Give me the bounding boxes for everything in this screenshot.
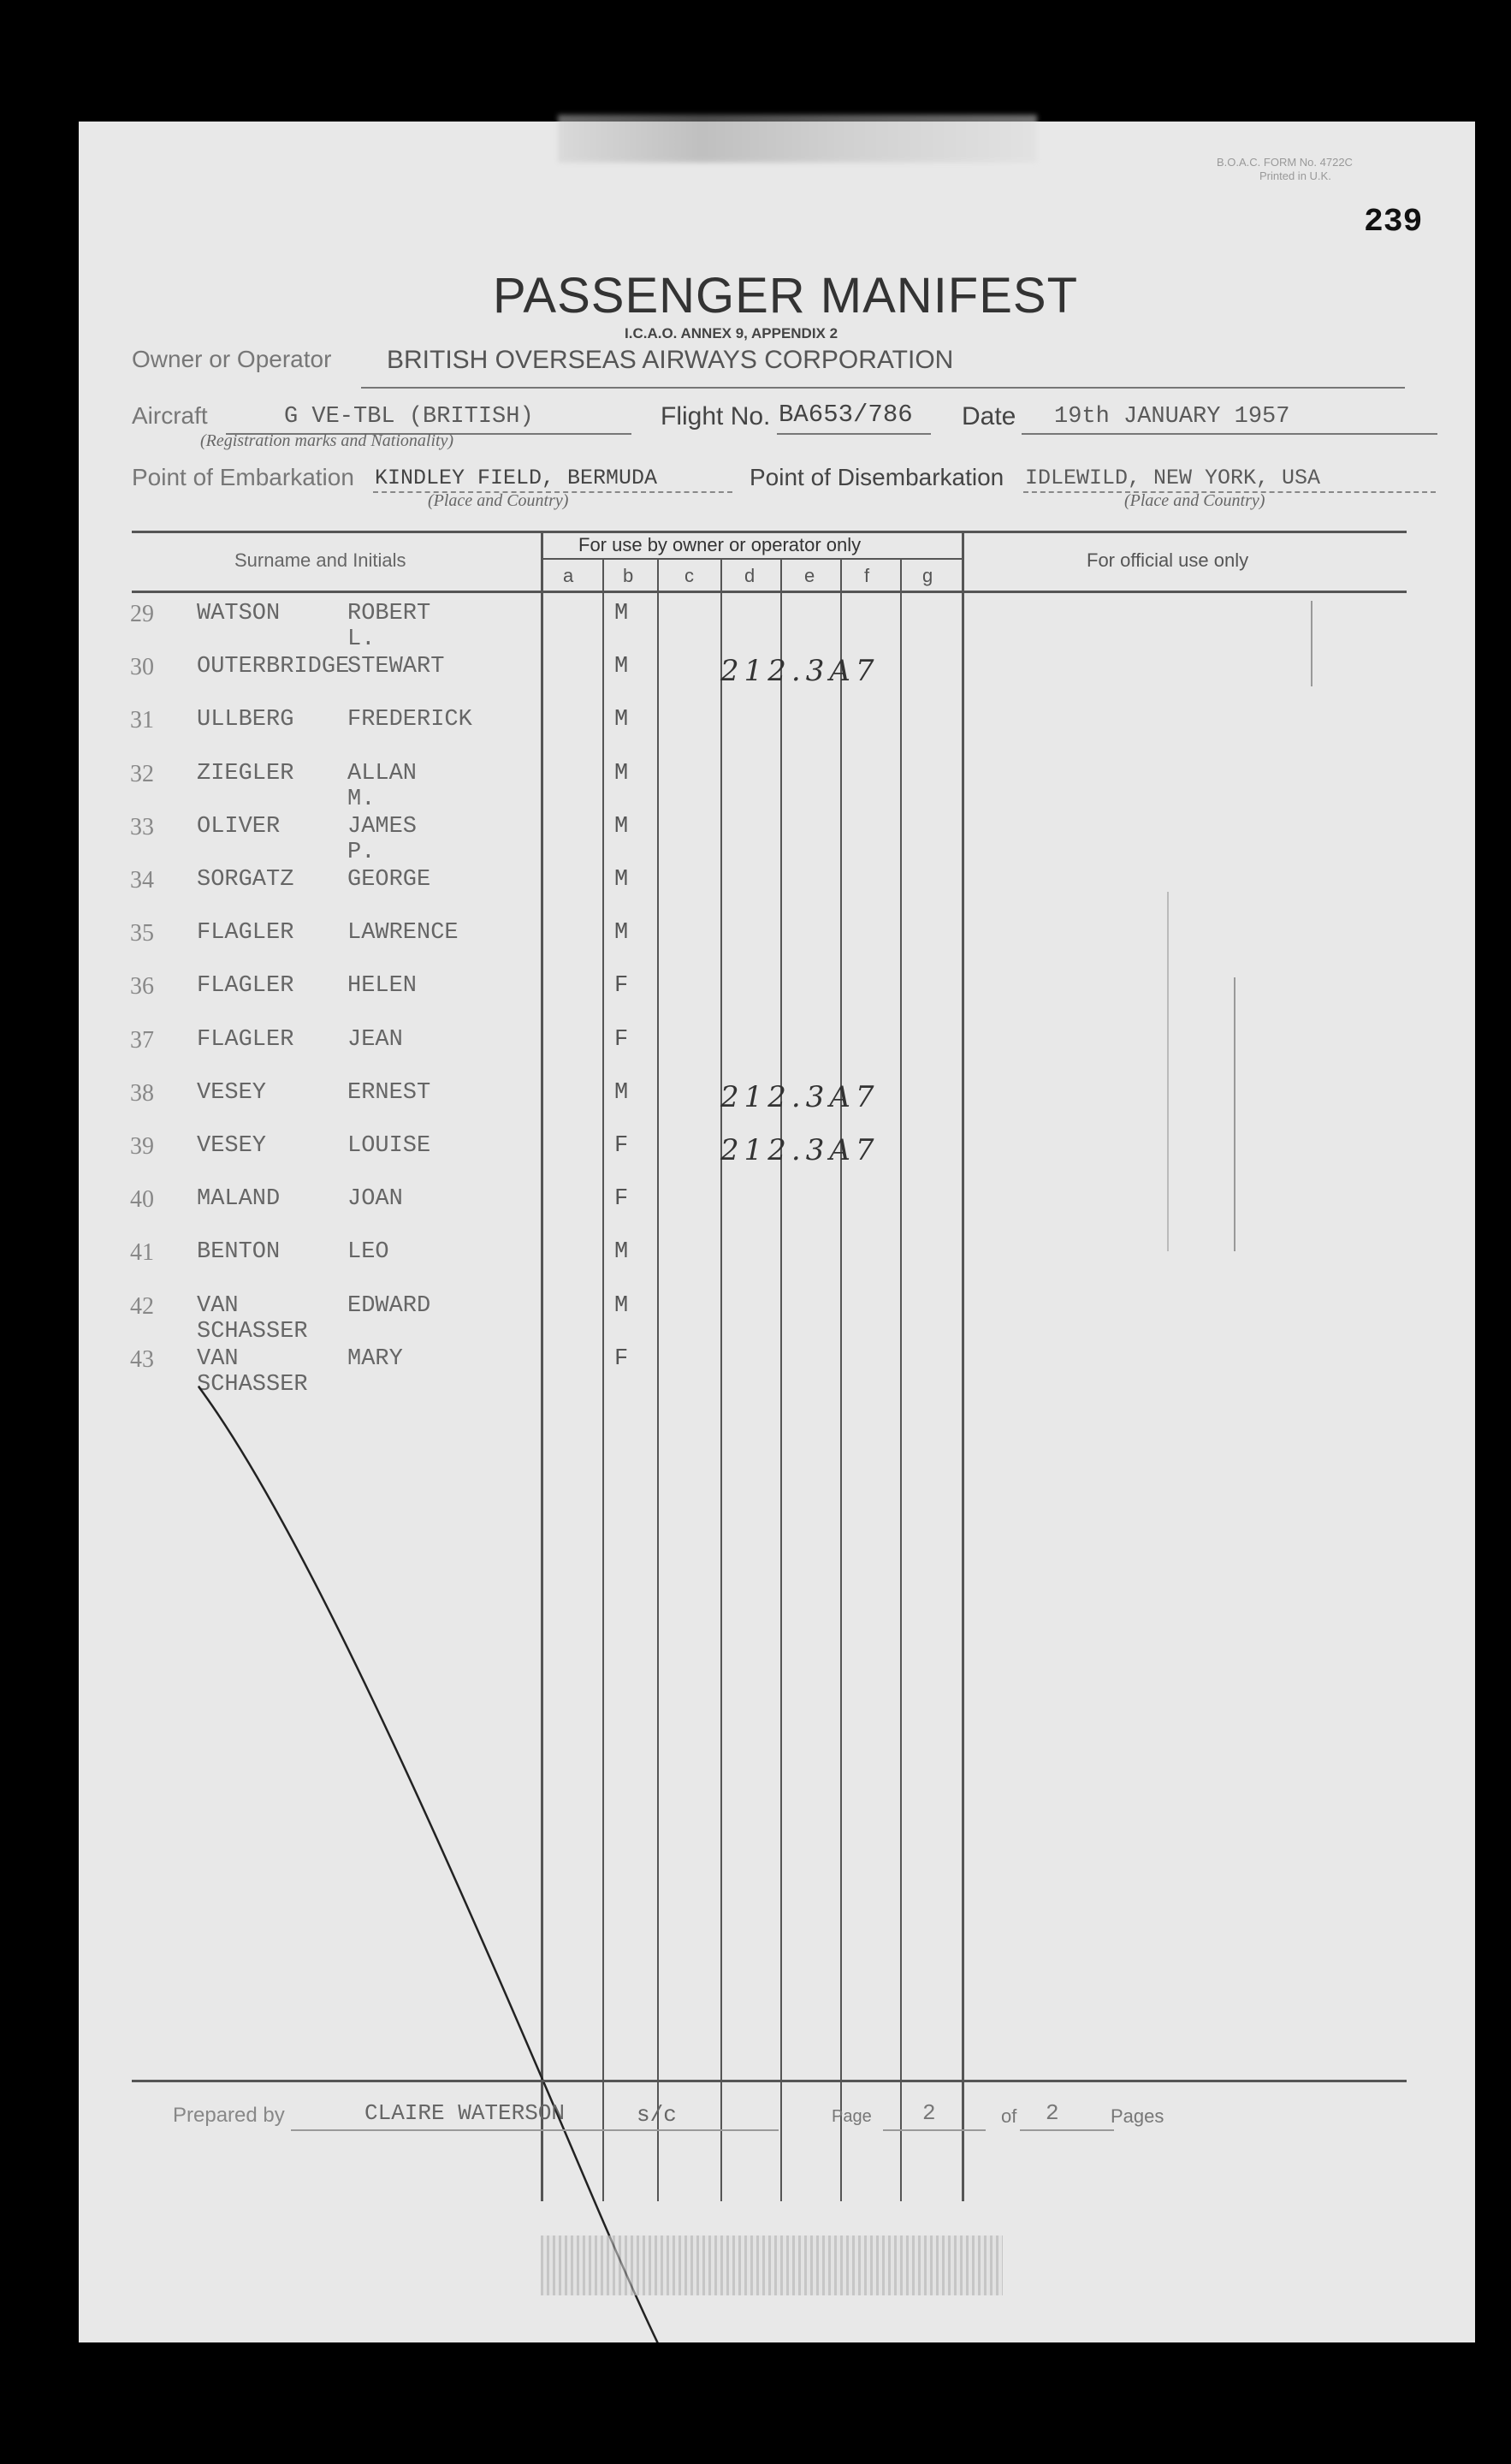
bottom-stamp-smudge [541, 2235, 1003, 2295]
col-b-header: b [623, 565, 634, 586]
passenger-number: 29 [130, 601, 154, 627]
passenger-number: 30 [130, 654, 154, 681]
passenger-code: 212.3A7 [720, 654, 880, 689]
passenger-sex: F [614, 973, 629, 1000]
embark-label: Point of Embarkation [132, 464, 354, 490]
owner-value: BRITISH OVERSEAS AIRWAYS CORPORATION [387, 346, 954, 374]
passenger-surname: FLAGLER [197, 1026, 294, 1053]
passenger-surname: ZIEGLER [197, 760, 294, 787]
passenger-surname: OLIVER [197, 813, 281, 840]
passenger-sex: M [614, 707, 629, 733]
disembark-label: Point of Disembarkation [750, 464, 1004, 490]
flight-value: BA653/786 [779, 401, 913, 429]
passenger-sex: M [614, 760, 629, 787]
passenger-surname: WATSON [197, 601, 281, 626]
passenger-number: 43 [130, 1345, 154, 1373]
passenger-given-name: ALLAN M. [347, 760, 418, 812]
pages-label: Pages [1111, 2105, 1164, 2127]
form-reference: B.O.A.C. FORM No. 4722C [1217, 156, 1353, 169]
prepared-suffix: s/c [637, 2102, 677, 2128]
page-title: PASSENGER MANIFEST [493, 268, 1079, 324]
page-value: 2 [922, 2100, 936, 2126]
passenger-code: 212.3A7 [720, 1079, 880, 1114]
owner-use-header: For use by owner or operator only [578, 534, 862, 555]
passenger-sex: M [614, 1079, 629, 1106]
prepared-rule [291, 2129, 779, 2131]
passenger-sex: M [614, 1292, 629, 1319]
cancel-stroke [79, 122, 1475, 2342]
passenger-number: 35 [130, 920, 154, 947]
page-number: 239 [1364, 204, 1423, 240]
date-value: 19th JANUARY 1957 [1054, 404, 1290, 430]
passenger-surname: VAN SCHASSER [197, 1292, 308, 1345]
passenger-code: 212.3A7 [720, 1133, 880, 1167]
passenger-sex: F [614, 1026, 629, 1053]
passenger-given-name: MARY [347, 1345, 403, 1372]
passenger-sex: M [614, 813, 629, 840]
passenger-given-name: JAMES P. [347, 813, 418, 865]
date-label: Date [962, 402, 1016, 430]
surname-header: Surname and Initials [234, 549, 406, 571]
passenger-number: 31 [130, 707, 154, 734]
prepared-label: Prepared by [173, 2104, 285, 2127]
owner-label: Owner or Operator [132, 346, 332, 372]
embark-value: KINDLEY FIELD, BERMUDA [375, 466, 658, 490]
manifest-sheet [79, 122, 1475, 2342]
passenger-surname: FLAGLER [197, 973, 294, 1000]
official-use-header: For official use only [1087, 549, 1249, 571]
page-subtitle: I.C.A.O. ANNEX 9, APPENDIX 2 [625, 325, 838, 341]
passenger-given-name: ERNEST [347, 1079, 431, 1106]
col-c-header: c [684, 565, 694, 586]
passenger-number: 40 [130, 1186, 154, 1214]
passenger-sex: M [614, 601, 629, 626]
passenger-given-name: STEWART [347, 654, 445, 680]
passenger-sex: M [614, 920, 629, 947]
disembark-caption: (Place and Country) [1124, 491, 1265, 510]
col-a-header: a [563, 565, 574, 586]
flight-label: Flight No. [661, 402, 771, 430]
passenger-surname: VESEY [197, 1079, 267, 1106]
aircraft-value: G VE-TBL (BRITISH) [284, 404, 534, 430]
prepared-value: CLAIRE WATERSON [364, 2100, 566, 2126]
passenger-number: 34 [130, 867, 154, 894]
col-f-header: f [864, 565, 870, 586]
of-label: of [1001, 2105, 1017, 2127]
passenger-number: 36 [130, 973, 154, 1000]
passenger-given-name: ROBERT L. [347, 601, 431, 652]
passenger-given-name: JOAN [347, 1186, 403, 1213]
passenger-given-name: GEORGE [347, 867, 431, 893]
aircraft-caption: (Registration marks and Nationality) [200, 431, 454, 450]
embark-caption: (Place and Country) [428, 491, 569, 510]
page-label: Page [832, 2107, 872, 2126]
passenger-surname: FLAGLER [197, 920, 294, 947]
passenger-given-name: LAWRENCE [347, 920, 459, 947]
aircraft-label: Aircraft [132, 402, 208, 429]
passenger-surname: BENTON [197, 1239, 281, 1266]
passenger-given-name: LEO [347, 1239, 389, 1266]
footer-top-rule [132, 2080, 1407, 2082]
passenger-sex: F [614, 1133, 629, 1159]
passenger-given-name: EDWARD [347, 1292, 431, 1319]
passenger-given-name: HELEN [347, 973, 418, 1000]
passenger-sex: F [614, 1186, 629, 1213]
of-value: 2 [1046, 2100, 1059, 2126]
passenger-number: 32 [130, 760, 154, 787]
passenger-given-name: LOUISE [347, 1133, 431, 1159]
passenger-sex: F [614, 1345, 629, 1372]
passenger-sex: M [614, 1239, 629, 1266]
passenger-surname: MALAND [197, 1186, 281, 1213]
passenger-surname: SORGATZ [197, 867, 294, 893]
printed-in-note: Printed in U.K. [1259, 169, 1331, 182]
of-rule [1020, 2129, 1114, 2131]
passenger-surname: ULLBERG [197, 707, 294, 733]
col-e-header: e [804, 565, 815, 586]
passenger-surname: VESEY [197, 1133, 267, 1159]
passenger-number: 42 [130, 1292, 154, 1320]
col-g-header: g [922, 565, 933, 586]
passenger-number: 41 [130, 1239, 154, 1267]
passenger-surname: OUTERBRIDGE [197, 654, 350, 680]
disembark-value: IDLEWILD, NEW YORK, USA [1025, 466, 1321, 490]
passenger-number: 37 [130, 1026, 154, 1054]
col-d-header: d [744, 565, 756, 586]
passenger-given-name: FREDERICK [347, 707, 472, 733]
passenger-number: 33 [130, 813, 154, 840]
passenger-number: 39 [130, 1133, 154, 1160]
passenger-sex: M [614, 867, 629, 893]
passenger-surname: VAN SCHASSER [197, 1345, 308, 1398]
page-rule [883, 2129, 986, 2131]
passenger-given-name: JEAN [347, 1026, 403, 1053]
passenger-number: 38 [130, 1079, 154, 1107]
passenger-sex: M [614, 654, 629, 680]
